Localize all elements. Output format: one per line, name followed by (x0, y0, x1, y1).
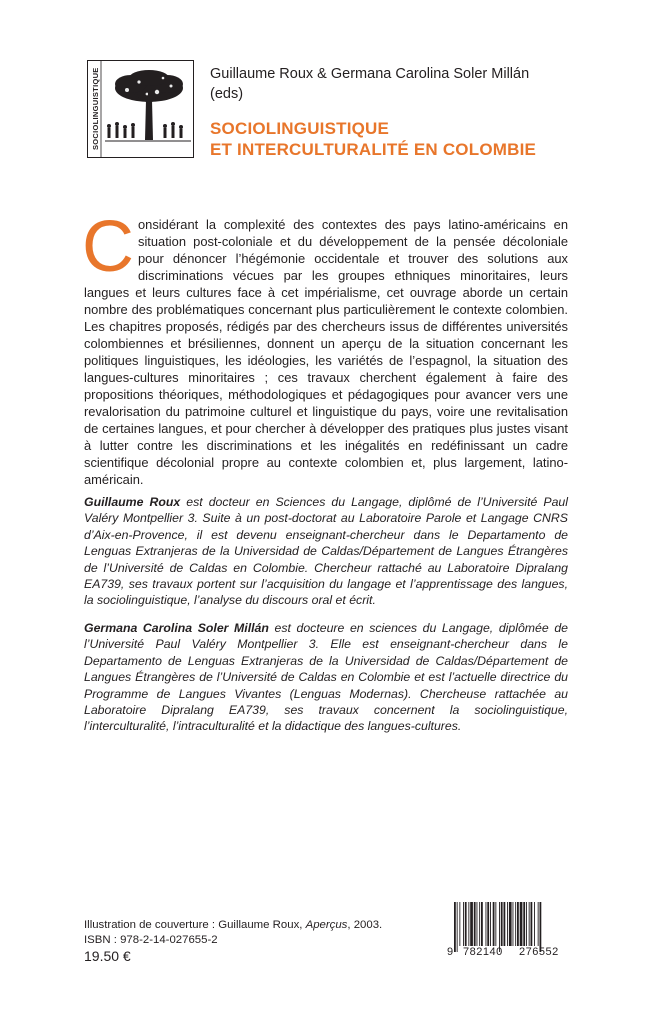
book-summary (82, 207, 568, 488)
barcode-bar (481, 902, 483, 946)
barcode-bar (513, 902, 514, 946)
barcode-group-1: 782140 (463, 946, 503, 958)
barcode-bar (504, 902, 506, 946)
drop-cap: C (82, 207, 134, 287)
author-bio-soler (84, 620, 568, 735)
barcode-bar (499, 902, 500, 952)
bio-name: Guillaume Roux (84, 495, 181, 509)
bio-text: est docteure en sciences du Langage, diplômée de l’Université Paul Valéry Montpellier 3. Elle est enseignant-chercheur dans le Departamento de Lenguas Extranjeras de la Universidad de Caldas/Département de Langues Étrangères de l’Université de Caldas en Colombie et est l’actuelle directrice du Programme de Langues Vivantes (Lenguas Modernas). Chercheuse rattachée au Laboratoire Dipralang EA739, ses travaux concernent la sociolinguistique, l’interculturalité, l’intraculturalité et la didactique des langues-cultures. (84, 621, 568, 734)
authors-names: Guillaume Roux & Germana Carolina Soler Millán (210, 66, 530, 82)
cover-credits (84, 918, 414, 947)
barcode-bar (526, 902, 527, 946)
barcode-bar (486, 902, 487, 946)
author-bio-roux (84, 494, 568, 609)
barcode-bar (454, 902, 456, 952)
barcode-bar (468, 902, 469, 946)
barcode-bar (540, 902, 542, 952)
barcode-bar (534, 902, 535, 946)
barcode-bar (487, 902, 489, 946)
bio-text: est docteur en Sciences du Langage, diplômé de l’Université Paul Valéry Montpellier 3. Suite à un post-doctorat au Laboratoire Parole et Langage CNRS d’Aix-en-Provence, il est devenu enseignant-chercheur dans le Departamento de Lenguas Extranjeras de la Universidad de Caldas/Département de Langues Étrangères de l’Université de Caldas en Colombie. Chercheur rattaché au Laboratoire Dipralang EA739, ses travaux portent sur l’acquisition du langage et l’apprentissage des langues, la sociolinguistique, l’analyse du discours oral et écrit. (84, 495, 568, 608)
bio-name: Germana Carolina Soler Millán (84, 621, 269, 635)
barcode-bar (501, 902, 503, 946)
barcode-bar (457, 902, 458, 952)
isbn: ISBN : 978-2-14-027655-2 (84, 933, 218, 946)
barcode-bar (459, 902, 460, 946)
barcode-bar (520, 902, 523, 946)
barcode-first-digit: 9 (447, 946, 454, 958)
barcode-bar (479, 902, 480, 946)
barcode-bar (538, 902, 539, 946)
barcode-bar (517, 902, 519, 946)
title-line-1: SOCIOLINGUISTIQUE (210, 119, 390, 138)
barcode-bar (490, 902, 491, 946)
barcode-bar (495, 902, 496, 946)
book-title (210, 118, 590, 160)
barcode-bar (507, 902, 508, 946)
summary-text: onsidérant la complexité des contextes des pays latino-américains en situation post-coloniale et du développement de la pensée décoloniale pour dénoncer l’hégémonie occidentale et trouver des solutions aux discriminations vécues par les groupes ethniques minoritaires, leurs langues et leurs cultures face à cet impérialisme, cet ouvrage aborde un certain nombre des problématiques concernant plus particulièrement le contexte colombien. Les chapitres proposés, rédigés par des chercheurs issus de différentes universités colombiennes et brésiliennes, donnent un aperçu de la situation concernant les politiques linguistiques, les idéologies, les variétés de l’espagnol, la situation des langues-cultures minoritaires ; ces travaux cherchent également à faire des propositions théoriques, méthodologiques et pédagogiques pour avancer vers une revalorisation du patrimoine culturel et linguistique du pays, voire une revitalisation de certaines langues, et pour chercher à développer des pratiques plus justes visant à lutter contre les discriminations et les inégalités en redéfinissant un cadre scientifique décolonial propre au contexte colombien et, plus largement, latino-américain. (84, 217, 568, 487)
barcode-bar (477, 902, 478, 946)
price: 19.50 € (84, 948, 131, 964)
editors-note: (eds) (210, 86, 244, 102)
illustration-prefix: Illustration de couverture : Guillaume Roux, (84, 919, 306, 931)
tree-with-people-icon (87, 60, 194, 158)
illustration-work: Aperçus (305, 919, 348, 931)
barcode-bar (465, 902, 467, 946)
barcode-bar (463, 902, 464, 946)
series-label: SOCIOLINGUISTIQUE (91, 67, 100, 151)
barcode-bar (523, 902, 525, 946)
book-authors (210, 64, 570, 104)
barcode-group-2: 276552 (519, 946, 559, 958)
barcode-bar (531, 902, 533, 946)
barcode-bar (515, 902, 516, 946)
illustration-year: , 2003. (347, 919, 383, 931)
barcode-bar (509, 902, 512, 946)
title-line-2: ET INTERCULTURALITÉ EN COLOMBIE (210, 140, 537, 159)
illustration-credit (84, 918, 414, 933)
barcode-bar (470, 902, 473, 946)
barcode-bar (529, 902, 530, 946)
barcode-bar (474, 902, 476, 946)
barcode-bar (493, 902, 495, 946)
